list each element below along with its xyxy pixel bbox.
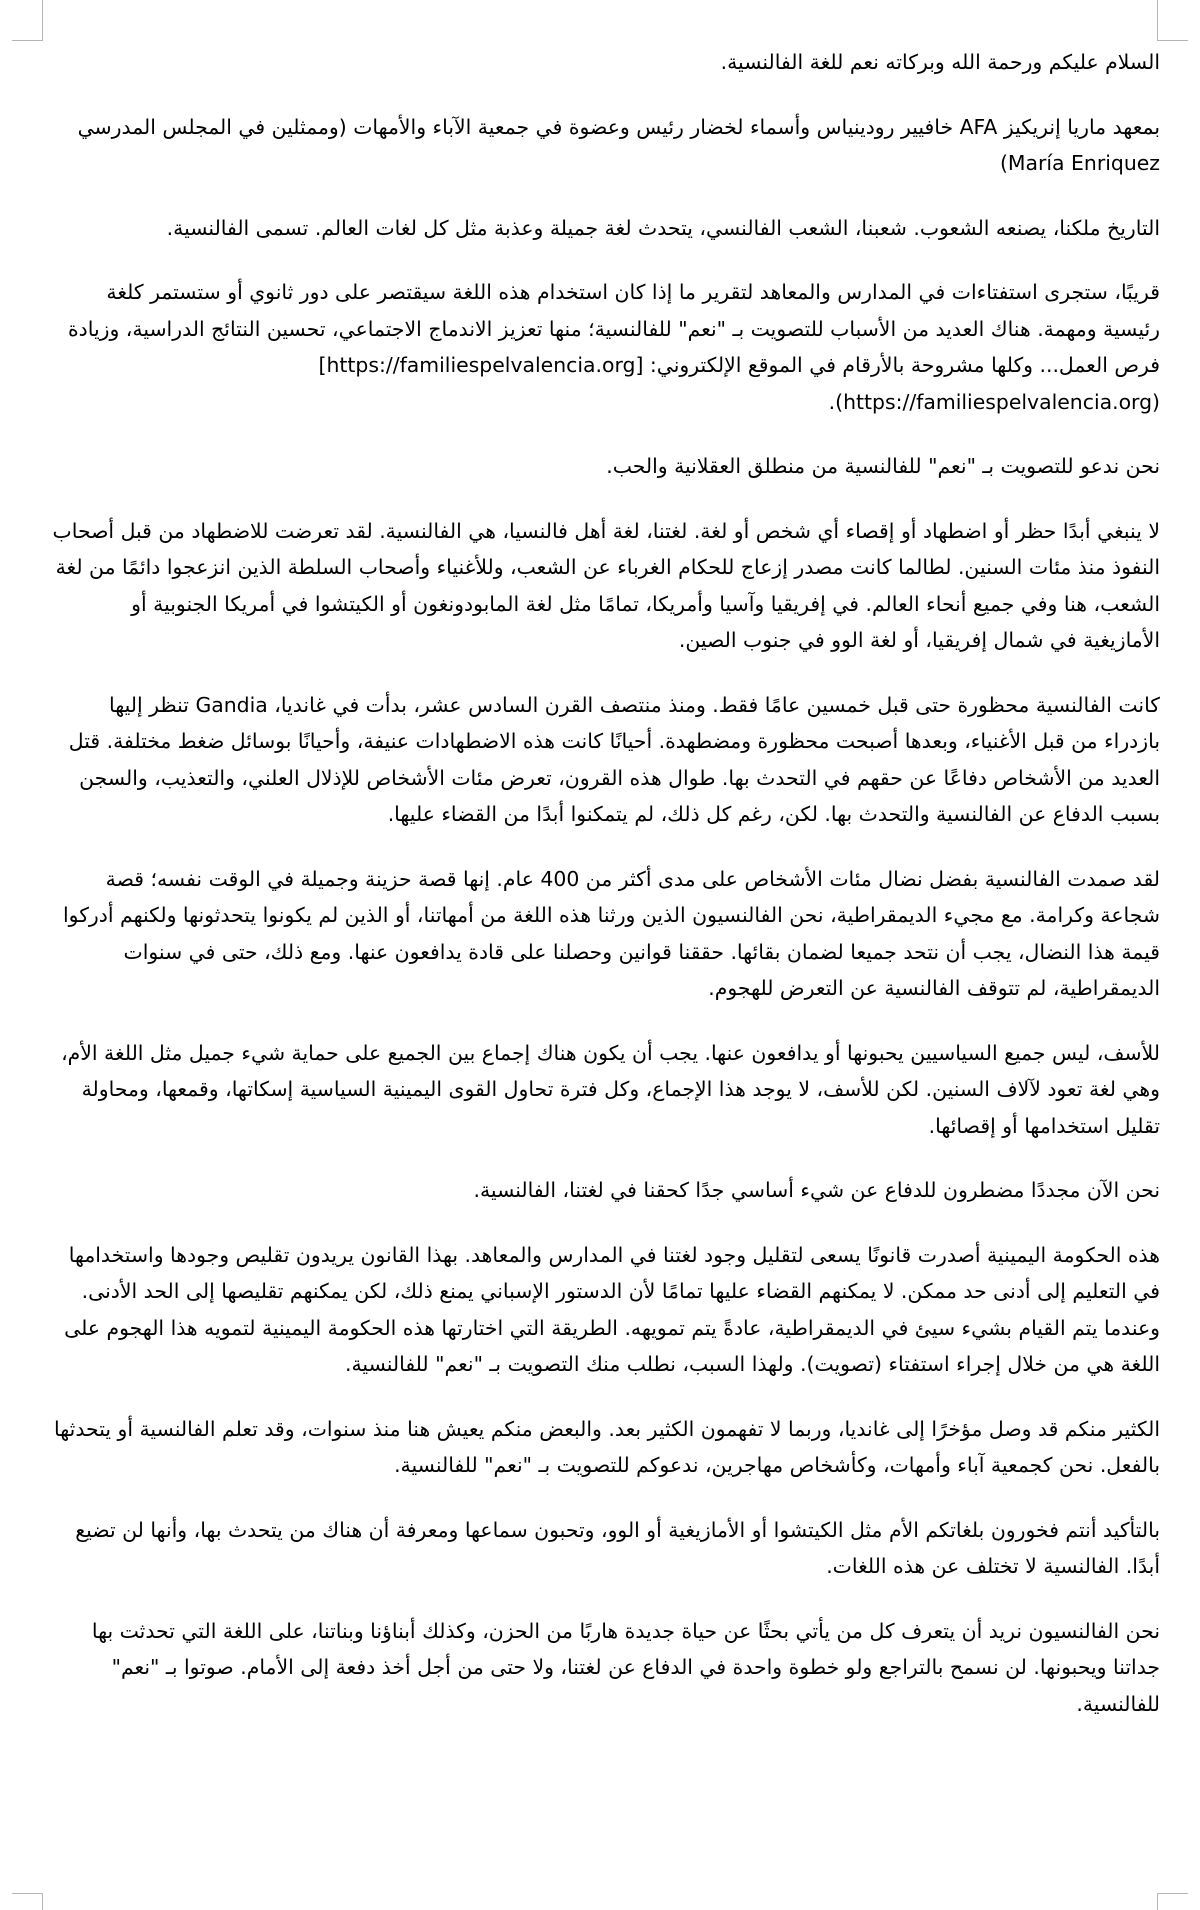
paragraph-mother-tongues: بالتأكيد أنتم فخورون بلغاتكم الأم مثل الكيتشوا أو الأمازيغية أو الوو، وتحبون سماعها ومعرفة أن هناك من يتحدث بها، وأنها لن تضيع أبدًا. الفالنسية لا تختلف عن هذه اللغات. [75, 1517, 1160, 1578]
page-corner-mark-top-right [1157, 0, 1188, 41]
paragraph-call-to-vote: نحن ندعو للتصويت بـ "نعم" للفالنسية من منطلق العقلانية والحب. [606, 454, 1160, 478]
paragraph-closing: نحن الفالنسيون نريد أن يتعرف كل من يأتي بحثًا عن حياة جديدة هاربًا من الحزن، وكذلك أبناؤنا وبناتنا، على اللغة التي تحدثت بها جداتنا ويحبونها. لن نسمح بالتراجع ولو خطوة واحدة في الدفاع عن لغتنا، ولا حتى من أجل أخذ دفعة إلى الأمام. صوتوا بـ "نعم" للفالنسية. [91, 1618, 1160, 1716]
document-body [50, 44, 1160, 1750]
paragraph-resistance: لقد صمدت الفالنسية بفضل نضال مئات الأشخاص على مدى أكثر من 400 عام. إنها قصة حزينة وجميلة في الوقت نفسه؛ قصة شجاعة وكرامة. مع مجيء الديمقراطية، نحن الفالنسيون الذين ورثنا هذه اللغة من أمهاتنا، أو الذين لم يكونوا يتحدثونها ولكنهم أدركوا قيمة هذا النضال، يجب أن نتحد جميعا لضمان بقائها. حققنا قوانين وحصلنا على قادة يدافعون عنها. ومع ذلك، حتى في سنوات الديمقراطية، لم تتوقف الفالنسية عن التعرض للهجوم. [63, 866, 1160, 1000]
paragraph-politicians: للأسف، ليس جميع السياسيين يحبونها أو يدافعون عنها. يجب أن يكون هناك إجماع بين الجميع على حماية شيء جميل مثل اللغة الأم، وهي لغة تعود لآلاف السنين. لكن للأسف، لا يوجد هذا الإجماع، وكل فترة تحاول القوى اليمينية السياسية إسكاتها، وقمعها، ومحاولة تقليل استخدامها أو إقصائها. [61, 1040, 1160, 1138]
page-corner-mark-bottom-right [1157, 1893, 1188, 1910]
paragraph-defend: نحن الآن مجددًا مضطرون للدفاع عن شيء أساسي جدًا كحقنا في لغتنا، الفالنسية. [473, 1178, 1160, 1202]
paragraph-persecution: لا ينبغي أبدًا حظر أو اضطهاد أو إقصاء أي شخص أو لغة. لغتنا، لغة أهل فالنسيا، هي الفالنسية. لقد تعرضت للاضطهاد من قبل أصحاب النفوذ منذ مئات السنين. لطالما كانت مصدر إزعاج للحكام الغرباء عن الشعب، وللأغنياء وأصحاب السلطة الذين انزعجوا دائمًا من لغة الشعب، هنا وفي جميع أنحاء العالم. في إفريقيا وآسيا وأمريكا، تمامًا مثل لغة المابودونغون أو الكيتشوا في أمريكا الجنوبية أو الأمازيغية في شمال إفريقيا، أو لغة الوو في جنوب الصين. [52, 518, 1160, 652]
paragraph-banned: كانت الفالنسية محظورة حتى قبل خمسين عامًا فقط. ومنذ منتصف القرن السادس عشر، بدأت في غانديا، Gandia تنظر إليها بازدراء من قبل الأغنياء، وبعدها أصبحت محظورة ومضطهدة. أحيانًا كانت هذه الاضطهادات عنيفة، وأحيانًا بوسائل ضغط مختلفة. قتل العديد من الأشخاص دفاعًا عن حقهم في التحدث بها. طوال هذه القرون، تعرض مئات الأشخاص للإذلال العلني، والتعذيب، والسجن بسبب الدفاع عن الفالنسية والتحدث بها. لكن، رغم كل ذلك، لم يتمكنوا أبدًا من القضاء عليها. [68, 692, 1160, 826]
paragraph-greeting: السلام عليكم ورحمة الله وبركاته نعم للغة الفالنسية. [720, 50, 1160, 74]
page-corner-mark-bottom-left [12, 1893, 43, 1910]
page-corner-mark-top-left [12, 0, 43, 41]
paragraph-authors: بمعهد ماريا إنريكيز AFA خافيير رودينياس وأسماء لخضار رئيس وعضوة في جمعية الآباء والأمهات (وممثلين في المجلس المدرسي María Enriquez) [77, 114, 1160, 175]
paragraph-newcomers: الكثير منكم قد وصل مؤخرًا إلى غانديا، وربما لا تفهمون الكثير بعد. والبعض منكم يعيش هنا منذ سنوات، وقد تعلم الفالنسية أو يتحدثها بالفعل. نحن كجمعية آباء وأمهات، وكأشخاص مهاجرين، ندعوكم للتصويت بـ "نعم" للفالنسية. [54, 1416, 1160, 1477]
paragraph-referendum: قريبًا، ستجرى استفتاءات في المدارس والمعاهد لتقرير ما إذا كان استخدام هذه اللغة سيقتصر على دور ثانوي أو ستستمر كلغة رئيسية ومهمة. هناك العديد من الأسباب للتصويت بـ "نعم" للفالنسية؛ منها تعزيز الاندماج الاجتماعي، تحسين النتائج الدراسية، وزيادة فرص العمل... وكلها مشروحة بالأرقام في الموقع الإلكتروني: [https://familiespelvalencia.org](https://familiespelvalencia.org). [67, 280, 1160, 414]
paragraph-history: التاريخ ملكنا، يصنعه الشعوب. شعبنا، الشعب الفالنسي، يتحدث لغة جميلة وعذبة مثل كل لغات العالم. تسمى الفالنسية. [166, 215, 1160, 240]
paragraph-law: هذه الحكومة اليمينية أصدرت قانونًا يسعى لتقليل وجود لغتنا في المدارس والمعاهد. بهذا القانون يريدون تقليص وجودها واستخدامها في التعليم إلى أدنى حد ممكن. لا يمكنهم القضاء عليها تمامًا لأن الدستور الإسباني يمنع ذلك، لكن يمكنهم تقليصها إلى الحد الأدنى. وعندما يتم القيام بشيء سيئ في الديمقراطية، عادةً يتم تمويهه. الطريقة التي اختارتها هذه الحكومة اليمينية لتمويه هذا الهجوم على اللغة هي من خلال إجراء استفتاء (تصويت). ولهذا السبب، نطلب منك التصويت بـ "نعم" للفالنسية. [64, 1242, 1160, 1376]
